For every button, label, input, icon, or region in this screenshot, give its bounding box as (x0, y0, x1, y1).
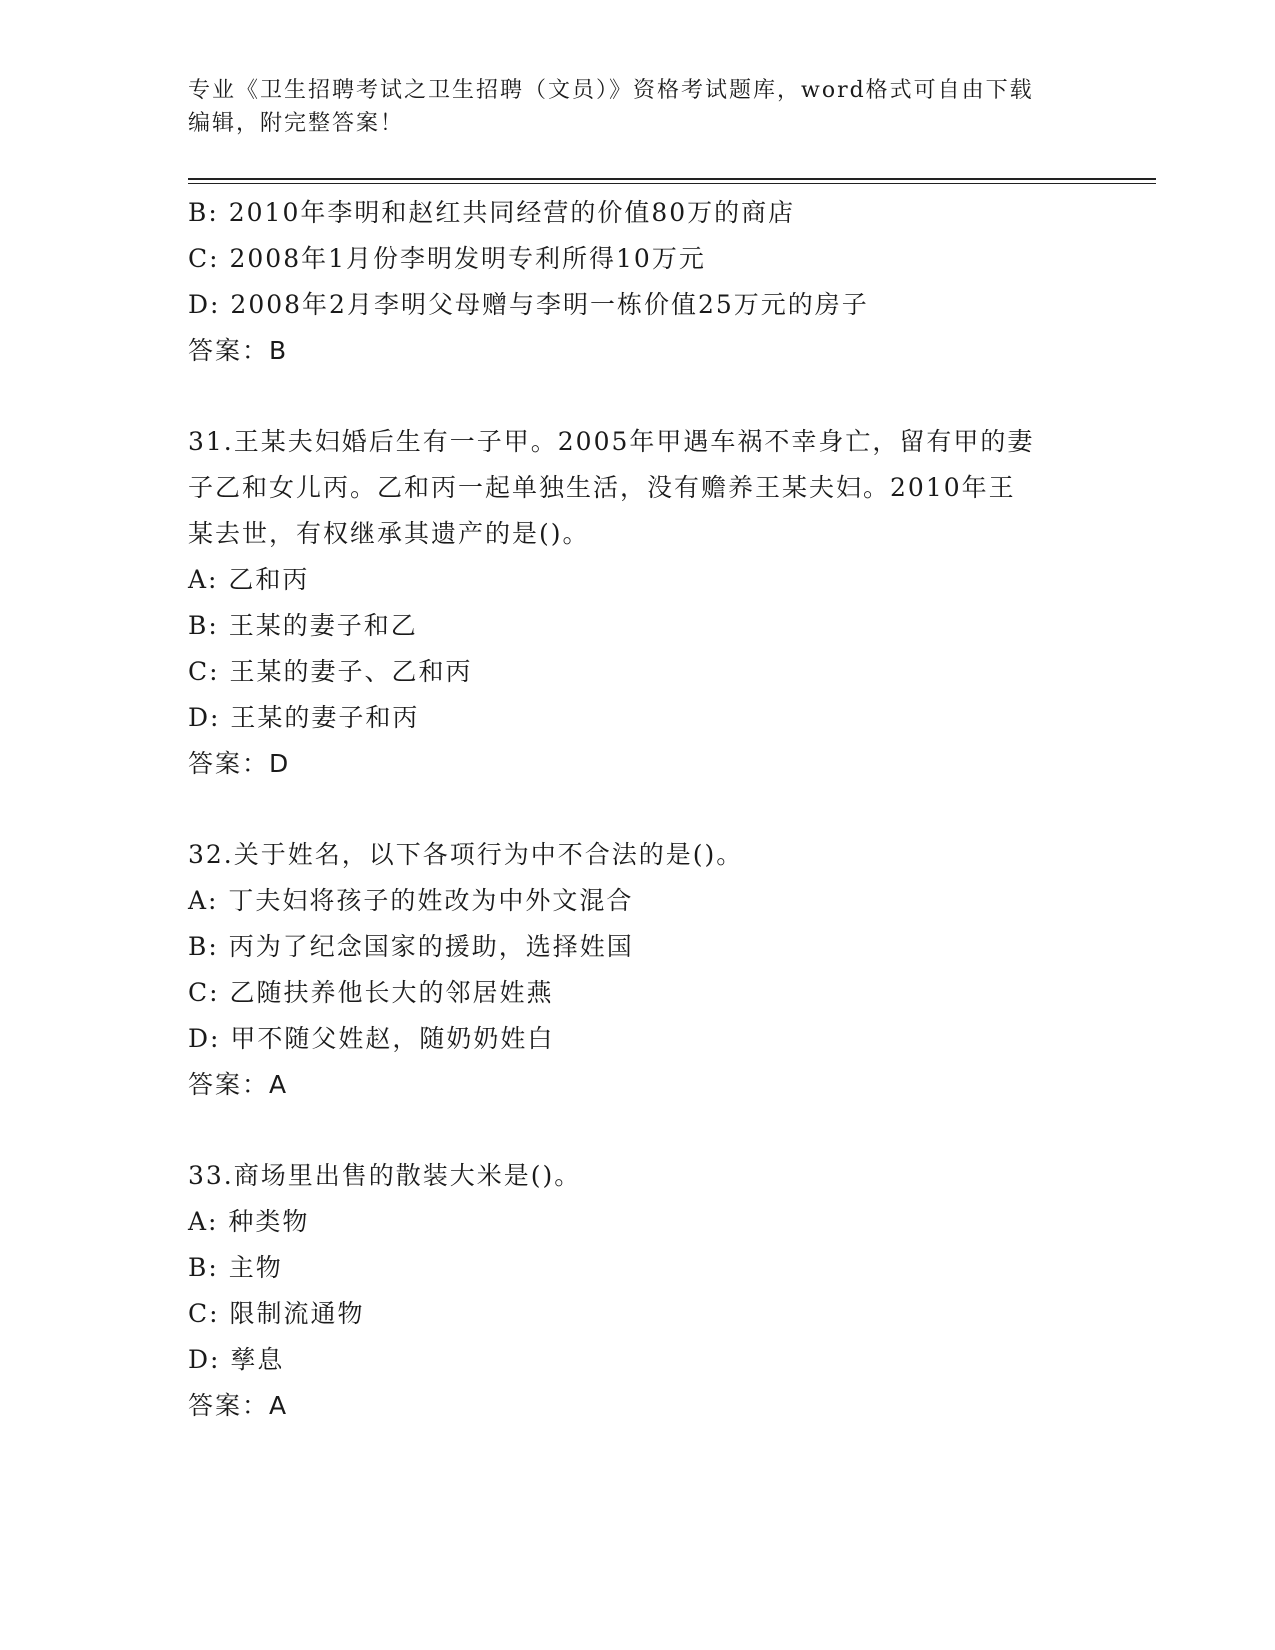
header-divider-thick (188, 178, 1156, 180)
question-31 (188, 419, 1088, 787)
question-33 (188, 1153, 1088, 1429)
option-b: B: 王某的妻子和乙 (188, 611, 418, 640)
answer-line: 答案：A (188, 1070, 289, 1099)
option-b: B: 丙为了纪念国家的援助，选择姓国 (188, 932, 634, 961)
question-stem: 33.商场里出售的散装大米是()。 (188, 1161, 582, 1190)
question-list (188, 190, 1088, 1429)
option-d: D: 甲不随父姓赵，随奶奶姓白 (188, 1024, 555, 1053)
option-a: A: 乙和丙 (188, 565, 310, 594)
spacer (188, 787, 1088, 832)
answer-line: 答案：A (188, 1391, 289, 1420)
question-stem-line-2: 子乙和女儿丙。乙和丙一起单独生活，没有赡养王某夫妇。2010年王 (188, 473, 1016, 502)
question-stem-line-1: 31.王某夫妇婚后生有一子甲。2005年甲遇车祸不幸身亡，留有甲的妻 (188, 427, 1035, 456)
option-c: C: 限制流通物 (188, 1299, 365, 1328)
option-d: D: 2008年2月李明父母赠与李明一栋价值25万元的房子 (188, 290, 869, 319)
spacer (188, 374, 1088, 419)
option-a: A: 丁夫妇将孩子的姓改为中外文混合 (188, 886, 634, 915)
document-header (188, 74, 1088, 140)
option-a: A: 种类物 (188, 1207, 310, 1236)
question-30 (188, 190, 1088, 374)
question-stem-line-3: 某去世，有权继承其遗产的是()。 (188, 519, 590, 548)
option-b: B: 主物 (188, 1253, 283, 1282)
option-d: D: 王某的妻子和丙 (188, 703, 420, 732)
header-line-2: 编辑，附完整答案！ (188, 111, 405, 136)
option-c: C: 2008年1月份李明发明专利所得10万元 (188, 244, 706, 273)
option-b: B: 2010年李明和赵红共同经营的价值80万的商店 (188, 198, 796, 227)
answer-line: 答案：D (188, 749, 291, 778)
option-c: C: 乙随扶养他长大的邻居姓燕 (188, 978, 554, 1007)
header-line-1: 专业《卫生招聘考试之卫生招聘（文员）》资格考试题库，word格式可自由下载 (188, 78, 1034, 103)
question-stem: 32.关于姓名，以下各项行为中不合法的是()。 (188, 840, 744, 869)
question-32 (188, 832, 1088, 1108)
answer-line: 答案：B (188, 336, 289, 365)
spacer (188, 1108, 1088, 1153)
header-divider-thin (188, 183, 1156, 184)
option-d: D: 孳息 (188, 1345, 285, 1374)
option-c: C: 王某的妻子、乙和丙 (188, 657, 473, 686)
